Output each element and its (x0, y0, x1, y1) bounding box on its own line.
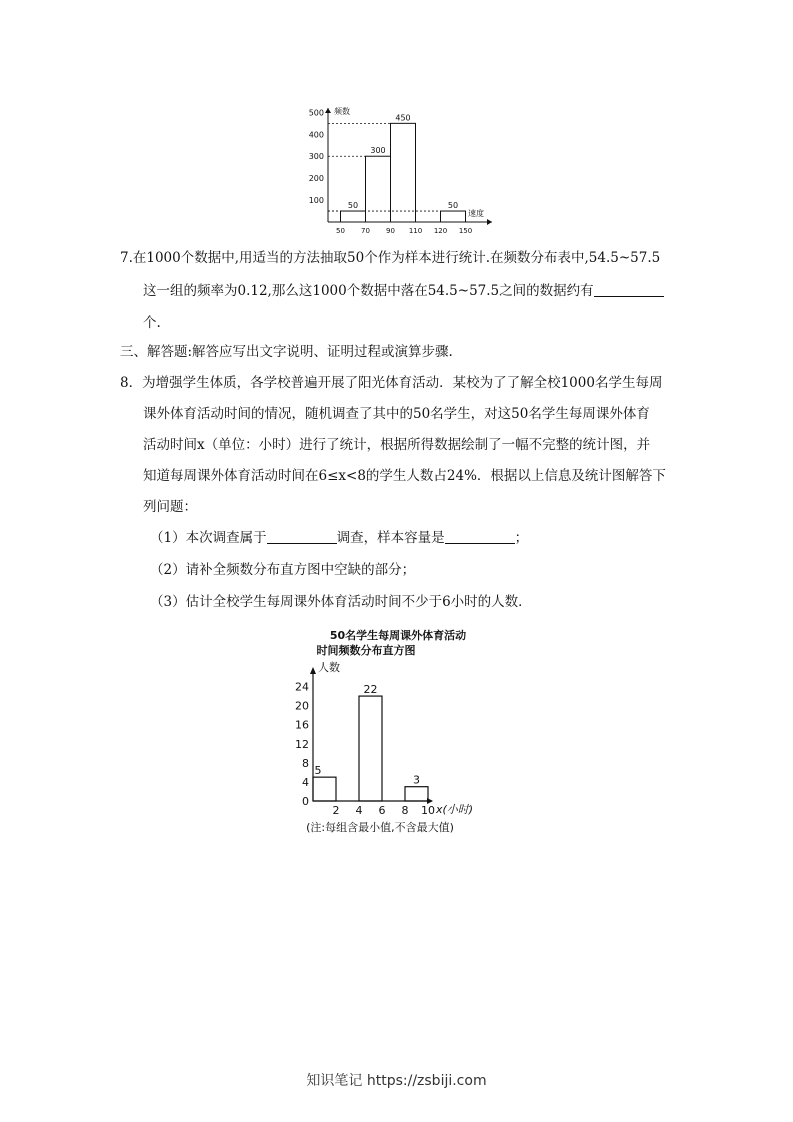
histogram-bar (341, 211, 366, 222)
y-tick-label: 12 (295, 737, 309, 751)
x-tick-label: 110 (408, 227, 423, 235)
bar-value-label: 300 (370, 146, 386, 156)
section-heading: 三、解答题:解答应写出文字说明、证明过程或演算步骤. (120, 344, 453, 360)
survey-type-blank[interactable] (267, 529, 337, 544)
question-8-line-1: 8．为增强学生体质，各学校普遍开展了阳光体育活动．某校为了了解全校1000名学生每周 (120, 375, 663, 391)
y-tick-label: 200 (308, 174, 324, 184)
x-axis-arrow (487, 219, 492, 225)
sub-question-1-part-b: 调查，样本容量是 (336, 530, 445, 546)
histogram-bar (391, 123, 416, 222)
sample-size-blank[interactable] (445, 529, 515, 544)
question-8-line-3: 活动时间x（单位：小时）进行了统计，根据所得数据绘制了一幅不完整的统计图，并 (143, 437, 651, 453)
bar-value-label: 22 (363, 683, 378, 697)
question-8-line-2: 课外体育活动时间的情况，随机调查了其中的50名学生，对这50名学生每周课外体育 (143, 406, 650, 422)
question-7-line-2 (143, 281, 664, 301)
answer-blank[interactable] (594, 282, 664, 297)
histogram-bar (313, 777, 336, 801)
x-tick-label: 4 (355, 804, 363, 817)
histogram-bar (366, 156, 391, 222)
y-tick-label: 400 (308, 130, 324, 140)
x-tick-label: 50 (336, 227, 345, 235)
y-tick-label: 20 (295, 699, 309, 713)
y-tick-label: 0 (302, 795, 309, 808)
y-axis-label: 频数 (334, 107, 350, 116)
sub-question-1-part-c: ； (514, 530, 529, 546)
question-8-line-5: 列问题： (143, 499, 197, 515)
bar-value-label: 3 (413, 773, 420, 787)
chart-title-line-1: 50名学生每周课外体育活动 (329, 629, 467, 642)
sub-question-1 (150, 528, 528, 548)
y-tick-label: 24 (295, 680, 309, 694)
bar-value-label: 5 (314, 764, 322, 778)
sub-question-3: （3）估计全校学生每周课外体育活动时间不少于6小时的人数． (150, 594, 532, 610)
y-tick-label: 4 (302, 775, 309, 789)
histogram-bar (441, 211, 466, 222)
bar-value-label: 50 (447, 201, 459, 211)
x-tick-label: 90 (386, 227, 395, 235)
histogram-bar (359, 696, 382, 801)
x-axis-label: x(小时) (436, 803, 474, 816)
sub-question-1-part-a: （1）本次调查属于 (150, 530, 267, 546)
x-axis-label: 速度 (468, 209, 484, 218)
question-7-text: 这一组的频率为0.12,那么这1000个数据中落在54.5~57.5之间的数据约有 (143, 283, 594, 299)
question-7-line-1: 7.在1000个数据中,用适当的方法抽取50个作为样本进行统计.在频数分布表中,54.5~57.5 (120, 250, 661, 266)
x-tick-label: 8 (401, 804, 409, 817)
x-tick-label: 150 (458, 227, 473, 235)
sub-question-2: （2）请补全频数分布直方图中空缺的部分； (150, 562, 416, 578)
chart-title-line-2: 时间频数分布直方图 (316, 644, 416, 657)
y-axis-arrow (325, 108, 331, 113)
y-tick-label: 500 (308, 108, 324, 118)
footer-watermark: 知识笔记 https://zsbiji.com (306, 1073, 487, 1089)
question-8-line-4: 知道每周课外体育活动时间在6≤x<8的学生人数占24%．根据以上信息及统计图解答下 (143, 468, 666, 484)
histogram-bar (405, 787, 428, 801)
y-tick-label: 8 (302, 756, 309, 770)
chart-note: (注:每组含最小值,不含最大值) (306, 821, 454, 834)
y-tick-label: 100 (308, 196, 324, 206)
question-7-line-3: 个. (143, 315, 161, 331)
bar-value-label: 50 (347, 201, 359, 211)
speed-histogram (300, 100, 500, 240)
y-axis-label: 人数 (318, 661, 340, 674)
x-tick-label: 2 (332, 804, 340, 817)
y-tick-label: 16 (295, 718, 309, 732)
x-tick-label: 6 (378, 804, 386, 817)
bar-value-label: 450 (395, 113, 411, 123)
y-axis-arrow (310, 667, 316, 674)
x-tick-label: 10 (421, 804, 435, 817)
x-tick-label: 120 (433, 227, 448, 235)
x-tick-label: 70 (361, 227, 370, 235)
activity-time-histogram (280, 625, 510, 840)
y-tick-label: 300 (308, 152, 324, 162)
